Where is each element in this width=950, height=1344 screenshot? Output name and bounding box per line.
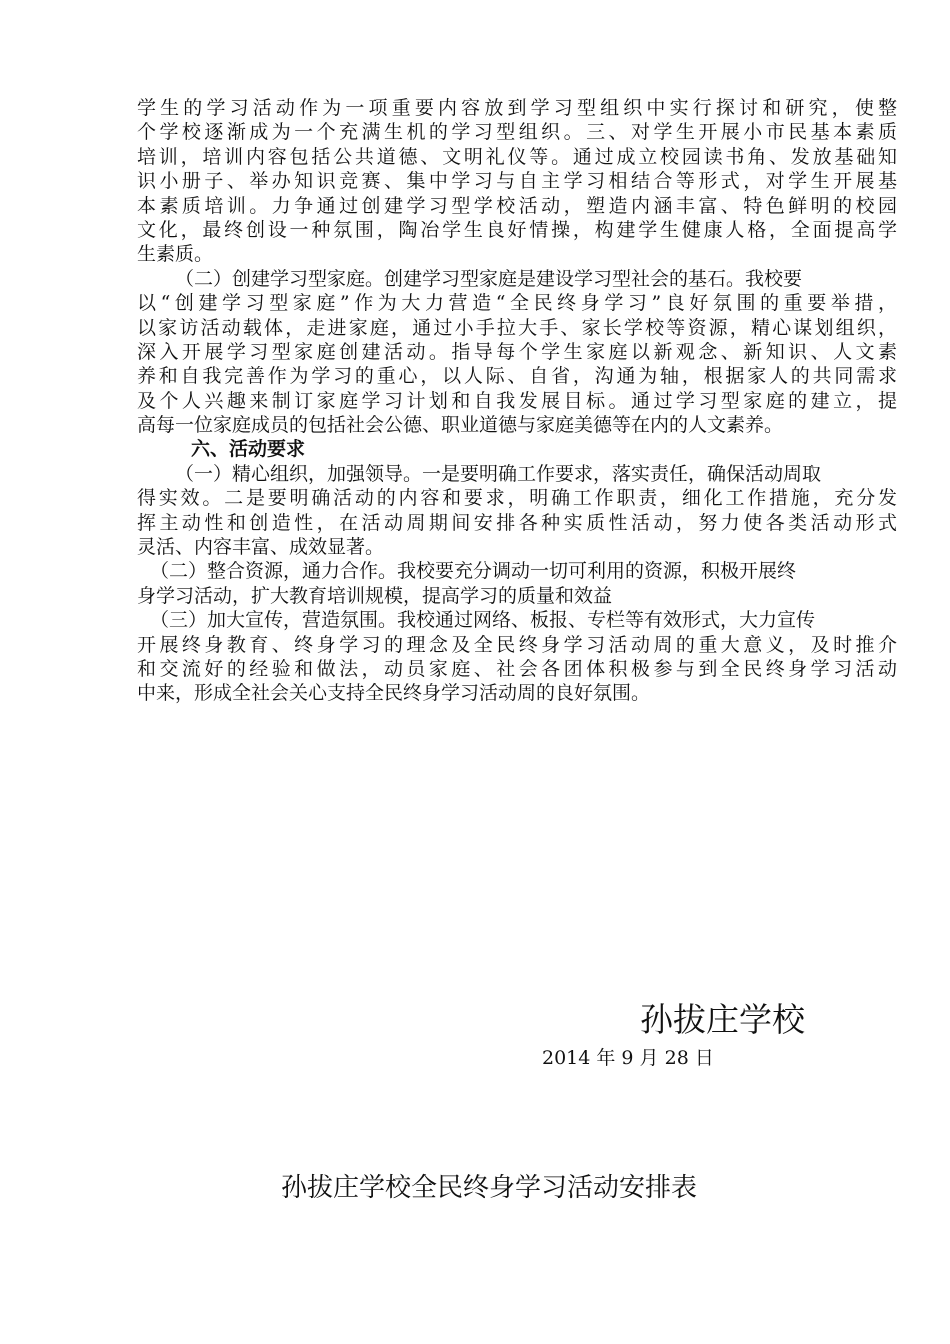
text-line: 培训，培训内容包括公共道德、文明礼仪等。通过成立校园读书角、发放基础知	[137, 145, 897, 168]
text-line: 以家访活动载体，走进家庭，通过小手拉大手、家长学校等资源，精心谋划组织，	[137, 316, 897, 339]
text-line: 高每一位家庭成员的包括社会公德、职业道德与家庭美德等在内的人文素养。	[137, 414, 784, 437]
text-line: 及个人兴趣来制订家庭学习计划和自我发展目标。通过学习型家庭的建立，提	[137, 389, 897, 412]
schedule-table-title: 孙拔庄学校全民终身学习活动安排表	[281, 1173, 698, 1203]
text-line: 灵活、内容丰富、成效显著。	[137, 536, 385, 559]
paragraph-student-training	[137, 96, 897, 267]
paragraph-organize	[137, 462, 897, 560]
text-line: 挥主动性和创造性，在活动周期间安排各种实质性活动，努力使各类活动形式	[137, 511, 897, 534]
text-line: 识小册子、举办知识竞赛、集中学习与自主学习相结合等形式，对学生开展基	[137, 170, 897, 193]
text-line: 得实效。二是要明确活动的内容和要求，明确工作职责，细化工作措施，充分发	[137, 487, 897, 510]
section-heading: 六、活动要求	[191, 438, 306, 461]
text-line: 和交流好的经验和做法，动员家庭、社会各团体积极参与到全民终身学习活动	[137, 657, 897, 680]
text-line: 身学习活动，扩大教育培训规模，提高学习的质量和效益	[137, 584, 613, 607]
document-date: 2014 年 9 月 28 日	[542, 1047, 714, 1069]
text-line: （三）加大宣传，营造氛围。我校通过网络、板报、专栏等有效形式，大力宣传	[150, 609, 816, 632]
text-line: 文化，最终创设一种氛围，陶冶学生良好情操，构建学生健康人格，全面提高学	[137, 218, 897, 241]
paragraph-learning-family	[137, 267, 897, 438]
text-line: 开展终身教育、终身学习的理念及全民终身学习活动周的重大意义，及时推介	[137, 633, 897, 656]
text-line: 以“创建学习型家庭”作为大力营造“全民终身学习”良好氛围的重要举措，	[137, 292, 897, 315]
text-line: 本素质培训。力争通过创建学习型学校活动，塑造内涵丰富、特色鲜明的校园	[137, 194, 897, 217]
text-line: 生素质。	[137, 243, 214, 266]
text-line: 深入开展学习型家庭创建活动。指导每个学生家庭以新观念、新知识、人文素	[137, 340, 897, 363]
school-signature: 孙拔庄学校	[640, 1000, 805, 1039]
paragraph-publicity	[137, 608, 897, 706]
text-line: 养和自我完善作为学习的重心，以人际、自省，沟通为轴，根据家人的共同需求	[137, 365, 897, 388]
paragraph-resources	[137, 559, 897, 608]
text-line: 个学校逐渐成为一个充满生机的学习型组织。三、对学生开展小市民基本素质	[137, 121, 897, 144]
text-line: 学生的学习活动作为一项重要内容放到学习型组织中实行探讨和研究，使整	[137, 97, 897, 119]
text-line: （一）精心组织，加强领导。一是要明确工作要求，落实责任，确保活动周取	[175, 462, 822, 485]
document-body	[137, 96, 897, 706]
text-line: 中来，形成全社会关心支持全民终身学习活动周的良好氛围。	[137, 682, 651, 705]
text-line: （二）创建学习型家庭。创建学习型家庭是建设学习型社会的基石。我校要	[175, 267, 803, 290]
text-line: （二）整合资源，通力合作。我校要充分调动一切可利用的资源，积极开展终	[150, 560, 797, 583]
